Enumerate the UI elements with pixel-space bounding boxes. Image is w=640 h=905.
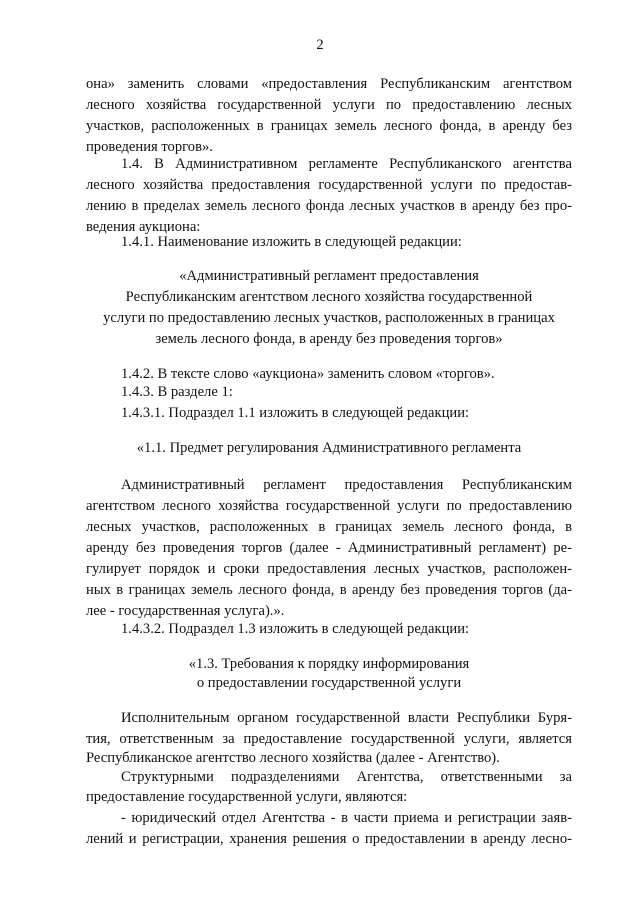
text-line: тия, ответственным за предоставление государственной услуги, является — [86, 731, 572, 747]
text-line: проведения торгов». — [86, 139, 213, 155]
text-line: ведения аукциона: — [86, 219, 201, 235]
text-line: лению в пределах земель лесного фонда лесных участков в аренду без про- — [86, 198, 572, 214]
text-line: лесных участков, расположенных в границах земель лесного фонда, в — [86, 519, 572, 535]
text-line: Административный регламент предоставления Республиканским — [121, 477, 572, 493]
text-line: Структурными подразделениями Агентства, ответственными за — [121, 769, 572, 785]
heading-line: о предоставлении государственной услуги — [196, 675, 462, 691]
heading-line: услуги по предоставлению лесных участков, расположенных в границах — [103, 310, 555, 326]
text-line: Республиканское агентство лесного хозяйства (далее - Агентство). — [86, 750, 500, 766]
text-line: 1.4.2. В тексте слово «аукциона» заменить словом «торгов». — [121, 366, 495, 382]
text-line: ных в границах земель лесного фонда, в аренду без проведения торгов (да- — [86, 582, 572, 598]
text-line: лений и регистрации, хранения решения о предоставлении в аренду лесно- — [86, 831, 572, 847]
text-line: она» заменить словами «предоставления Республиканским агентством — [86, 76, 572, 92]
text-line: - юридический отдел Агентства - в части приема и регистрации заяв- — [121, 810, 572, 826]
text-line: лесного хозяйства государственной услуги по предоставлению лесных — [86, 97, 572, 113]
text-line: 1.4.3. В разделе 1: — [121, 384, 233, 400]
page-number: 2 — [316, 37, 324, 53]
text-line: аренду без проведения торгов (далее - Административный регламент) ре- — [86, 540, 572, 556]
heading-line: «Административный регламент предоставления — [179, 268, 479, 284]
heading-line: «1.3. Требования к порядку информирования — [188, 656, 470, 672]
text-line: лее - государственная услуга).». — [86, 603, 285, 619]
heading-line: Республиканским агентством лесного хозяйства государственной — [125, 289, 533, 305]
text-line: гулирует порядок и сроки предоставления лесных участков, расположен- — [86, 561, 572, 577]
heading-line: «1.1. Предмет регулирования Административного регламента — [136, 440, 522, 456]
text-line: 1.4. В Административном регламенте Республиканского агентства — [121, 156, 572, 172]
text-line: предоставление государственной услуги, являются: — [86, 789, 408, 805]
text-line: 1.4.1. Наименование изложить в следующей редакции: — [121, 234, 462, 250]
text-line: 1.4.3.2. Подраздел 1.3 изложить в следующей редакции: — [121, 621, 470, 637]
text-line: 1.4.3.1. Подраздел 1.1 изложить в следующей редакции: — [121, 405, 470, 421]
text-line: участков, расположенных в границах земель лесного фонда, в аренду без — [86, 118, 572, 134]
text-line: лесного хозяйства предоставления государственной услуги по предостав- — [86, 177, 572, 193]
text-line: Исполнительным органом государственной власти Республики Буря- — [121, 710, 572, 726]
heading-line: земель лесного фонда, в аренду без проведения торгов» — [155, 331, 503, 347]
text-line: агентством лесного хозяйства государственной услуги по предоставлению — [86, 498, 572, 514]
